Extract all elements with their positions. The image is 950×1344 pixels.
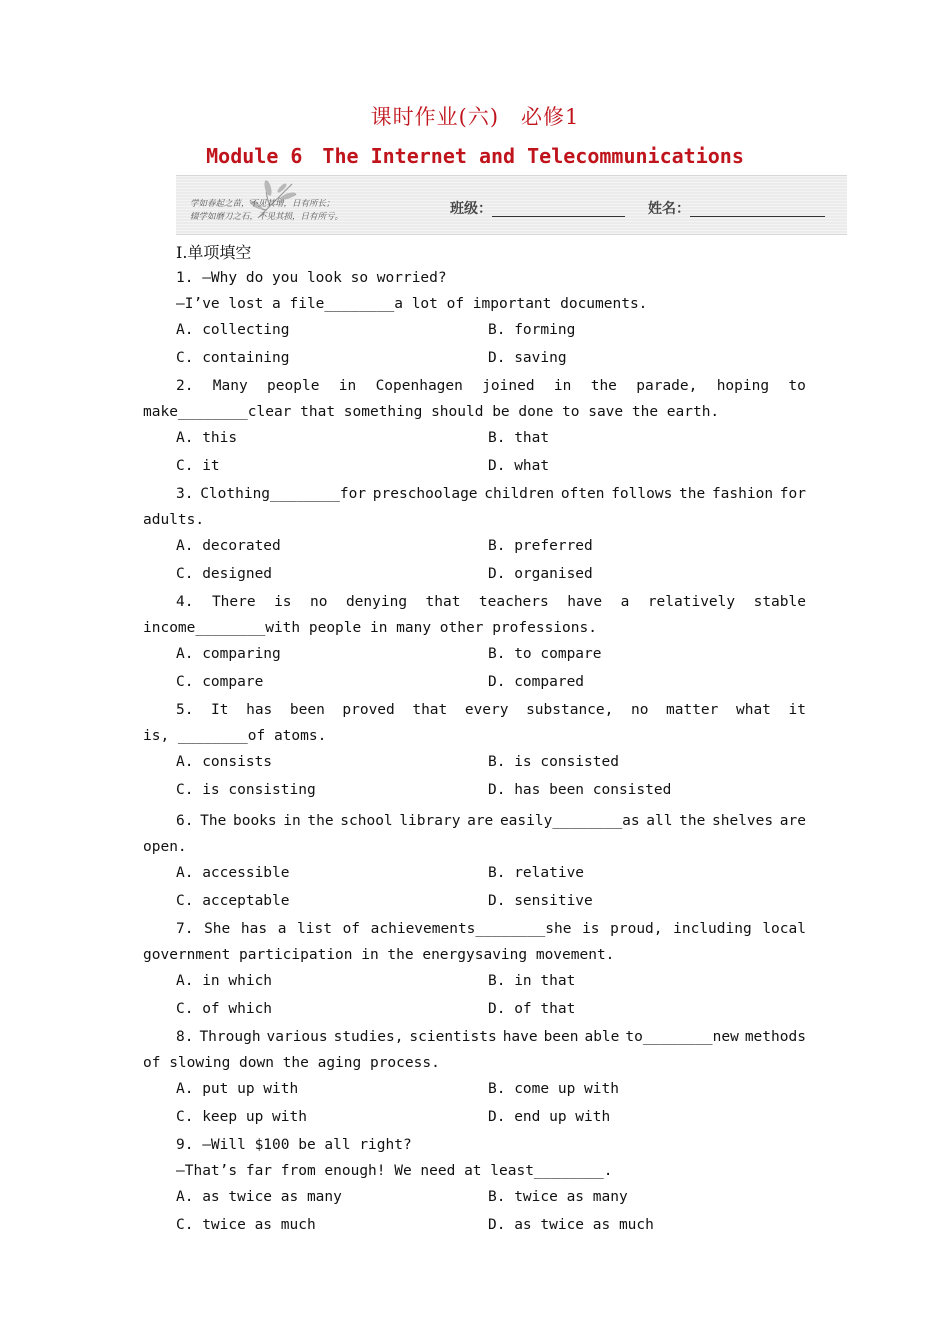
question-1-option-A[interactable]: A. collecting (176, 322, 290, 338)
question-3-line-1: 3. Clothing________for preschoolage children often follows the fashion for (176, 486, 806, 502)
question-1-option-C[interactable]: C. containing (176, 350, 290, 366)
question-1-line-1: 1. —Why do you look so worried? (176, 270, 447, 286)
question-2-option-A[interactable]: A. this (176, 430, 238, 446)
question-9-line-2: —That’s far from enough! We need at least________. (176, 1163, 613, 1179)
question-3-option-B[interactable]: B. preferred (488, 538, 593, 554)
question-4-option-C[interactable]: C. compare (176, 674, 264, 690)
question-2-option-D[interactable]: D. what (488, 458, 550, 474)
student-info-banner (176, 175, 847, 235)
question-6-line-2: open. (143, 839, 187, 855)
question-2-option-C[interactable]: C. it (176, 458, 220, 474)
name-label: 姓名： (648, 201, 690, 217)
question-3-option-D[interactable]: D. organised (488, 566, 593, 582)
question-9-line-1: 9. —Will $100 be all right? (176, 1137, 412, 1153)
name-field[interactable] (690, 216, 825, 217)
question-5-option-A[interactable]: A. consists (176, 754, 273, 770)
question-4-option-A[interactable]: A. comparing (176, 646, 281, 662)
question-7-line-1: 7. She has a list of achievements________she is proud, including local (176, 921, 806, 937)
question-2-line-2: make________clear that something should be done to save the earth. (143, 404, 720, 420)
question-9-option-A[interactable]: A. as twice as many (176, 1189, 342, 1205)
question-4-line-2: income________with people in many other professions. (143, 620, 597, 636)
question-4-line-1: 4. There is no denying that teachers have a relatively stable (176, 594, 806, 610)
class-field[interactable] (492, 216, 625, 217)
question-8-option-C[interactable]: C. keep up with (176, 1109, 307, 1125)
question-7-option-D[interactable]: D. of that (488, 1001, 576, 1017)
question-9-option-D[interactable]: D. as twice as much (488, 1217, 654, 1233)
module-title: Module 6 The Internet and Telecommunications (206, 144, 744, 168)
motto-line-2: 辍学如磨刀之石，不见其损，日有所亏。 (190, 212, 344, 222)
question-8-option-B[interactable]: B. come up with (488, 1081, 619, 1097)
question-2-line-1: 2. Many people in Copenhagen joined in the parade, hoping to (176, 378, 806, 394)
question-3-option-A[interactable]: A. decorated (176, 538, 281, 554)
question-8-option-D[interactable]: D. end up with (488, 1109, 611, 1125)
question-9-option-C[interactable]: C. twice as much (176, 1217, 316, 1233)
question-4-option-B[interactable]: B. to compare (488, 646, 602, 662)
question-2-option-B[interactable]: B. that (488, 430, 550, 446)
question-8-line-1: 8. Through various studies, scientists have been able to________new methods (176, 1029, 806, 1045)
question-5-option-D[interactable]: D. has been consisted (488, 782, 672, 798)
question-4-option-D[interactable]: D. compared (488, 674, 585, 690)
question-6-option-C[interactable]: C. acceptable (176, 893, 290, 909)
question-3-line-2: adults. (143, 512, 205, 528)
question-7-option-B[interactable]: B. in that (488, 973, 576, 989)
question-1-line-2: —I’ve lost a file________a lot of important documents. (176, 296, 648, 312)
question-7-option-C[interactable]: C. of which (176, 1001, 273, 1017)
section-heading: Ⅰ.单项填空 (176, 243, 252, 262)
motto-line-1: 学如春起之苗，不见其增，日有所长； (190, 199, 335, 209)
question-7-line-2: government participation in the energysaving movement. (143, 947, 615, 963)
question-5-option-B[interactable]: B. is consisted (488, 754, 619, 770)
question-7-option-A[interactable]: A. in which (176, 973, 273, 989)
question-9-option-B[interactable]: B. twice as many (488, 1189, 628, 1205)
question-1-option-B[interactable]: B. forming (488, 322, 576, 338)
question-1-option-D[interactable]: D. saving (488, 350, 567, 366)
question-8-option-A[interactable]: A. put up with (176, 1081, 299, 1097)
question-5-line-2: is, ________of atoms. (143, 728, 327, 744)
class-label: 班级： (450, 201, 492, 217)
question-5-option-C[interactable]: C. is consisting (176, 782, 316, 798)
question-6-option-B[interactable]: B. relative (488, 865, 585, 881)
question-8-line-2: of slowing down the aging process. (143, 1055, 440, 1071)
page-title: 课时作业(六) 必修1 (370, 105, 580, 129)
question-3-option-C[interactable]: C. designed (176, 566, 273, 582)
question-6-option-D[interactable]: D. sensitive (488, 893, 593, 909)
question-6-option-A[interactable]: A. accessible (176, 865, 290, 881)
question-6-line-1: 6. The books in the school library are easily________as all the shelves are (176, 813, 806, 829)
question-5-line-1: 5. It has been proved that every substance, no matter what it (176, 702, 806, 718)
